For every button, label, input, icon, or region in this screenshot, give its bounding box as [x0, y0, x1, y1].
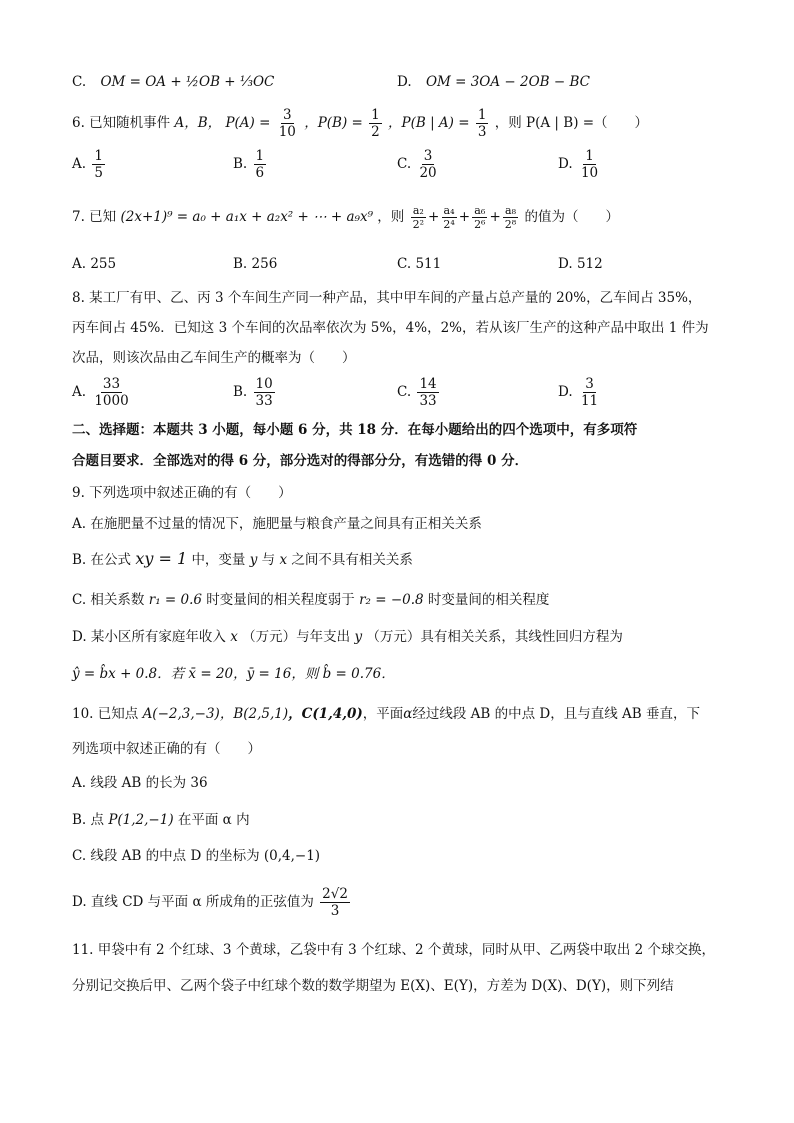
option-label: B.	[233, 256, 248, 272]
q9-option-b-text: B. 在公式	[72, 552, 132, 568]
option-label: B.	[233, 156, 248, 172]
q10-stem-text: 10. 已知点	[72, 706, 139, 722]
q9-option-b-text: 与	[261, 552, 276, 568]
q5-option-d-expr: OM = 3OA − 2OB − BC	[425, 74, 590, 90]
q7-term-4: $\frac{\text{a₈}}{\text{2⁸}}$	[504, 204, 517, 231]
q6-pba-fraction: $\frac{1}{3}$	[477, 107, 487, 140]
q6-option-b	[233, 148, 268, 181]
q10-option-b-text: 在平面 α 内	[177, 812, 250, 828]
q7-stem-mid: ，则	[377, 209, 405, 225]
option-label: A.	[72, 256, 87, 272]
q6-option-c-fraction: $\frac{3}{20}$	[419, 148, 437, 181]
option-label: C.	[72, 74, 87, 90]
q9-option-d	[72, 627, 623, 647]
q7-option-c	[397, 254, 441, 274]
option-label: C.	[397, 256, 412, 272]
q8-stem-line-1: 8. 某工厂有甲、乙、丙 3 个车间生产同一种产品，其中甲车间的产量占总产量的 20%，乙车间占 35%，	[72, 290, 702, 306]
q9-option-c	[72, 590, 549, 610]
q9-option-d-text: （万元）与年支出	[242, 629, 351, 645]
option-label: D.	[558, 156, 573, 172]
q7-stem-text: 7. 已知	[72, 209, 117, 225]
q5-option-c-expr: OM = OA + ½OB + ⅓OC	[100, 74, 275, 90]
q6-option-a	[72, 148, 107, 181]
q10-stem-line-1	[72, 704, 700, 724]
option-label: D.	[397, 74, 412, 90]
option-label: D.	[558, 256, 573, 272]
q9-option-b-var-x: x	[279, 552, 288, 568]
option-value: 511	[415, 256, 442, 272]
q10-stem-text: ，平面	[362, 706, 404, 722]
option-label: A.	[72, 384, 87, 400]
q11-stem-line-2: 分别记交换后甲、乙两个袋子中红球个数的数学期望为 E(X)、E(Y)，方差为 D(X)、D(Y)，则下列结	[72, 978, 674, 994]
q10-stem-line-2: 列选项中叙述正确的有（ ）	[72, 741, 261, 757]
q8-option-c	[397, 376, 441, 409]
option-label: C.	[397, 384, 412, 400]
q7-option-b	[233, 254, 277, 274]
q6-pba-label: ，P(B | A) =	[388, 115, 470, 131]
q8-option-b-fraction: $\frac{10}{33}$	[255, 376, 273, 409]
q10-point-a: A(−2,3,−3)	[142, 706, 220, 722]
q9-option-c-text: 时变量间的相关程度弱于	[206, 592, 355, 608]
section-2-heading-line-2: 合题目要求．全部选对的得 6 分，部分选对的得部分分，有选错的得 0 分．	[72, 453, 529, 469]
q8-option-a-fraction: $\frac{33}{1000}$	[94, 376, 129, 409]
q9-option-b-text: 中，变量	[191, 552, 246, 568]
option-label: D.	[558, 384, 573, 400]
q9-option-c-r2: r₂ = −0.8	[359, 592, 424, 608]
q9-option-d-var-x: x	[230, 629, 238, 645]
q9-option-d-text: D. 某小区所有家庭年收入	[72, 629, 226, 645]
q9-option-d-var-y: y	[354, 629, 363, 645]
q6-option-d	[558, 148, 602, 181]
q6-pa-label: P(A) =	[225, 115, 271, 131]
q7-term-1: $\frac{\text{a₂}}{\text{2²}}$	[412, 204, 425, 231]
q8-option-b	[233, 376, 277, 409]
q6-pb-fraction: $\frac{1}{2}$	[371, 107, 380, 140]
q6-option-b-fraction: $\frac{1}{6}$	[255, 148, 265, 181]
q6-option-d-fraction: $\frac{1}{10}$	[580, 148, 599, 181]
q6-stem	[72, 106, 648, 140]
q9-option-b-var-y: y	[249, 552, 258, 568]
q10-option-d	[72, 882, 352, 922]
q10-option-c: C. 线段 AB 的中点 D 的坐标为 (0,4,−1)	[72, 848, 321, 864]
q10-point-b: ，B(2,5,1)	[219, 706, 289, 722]
option-value: 256	[251, 256, 278, 272]
q8-stem-line-3: 次品，则该次品由乙车间生产的概率为（ ）	[72, 350, 356, 366]
q9-option-a: A. 在施肥量不过量的情况下，施肥量与粮食产量之间具有正相关关系	[72, 516, 482, 532]
option-label: C.	[397, 156, 412, 172]
q10-option-d-fraction: $\frac{2√2}{3}$	[322, 886, 348, 919]
q8-option-d-fraction: $\frac{3}{11}$	[580, 376, 599, 409]
q10-plane-alpha: α	[403, 706, 413, 722]
q9-option-b-text: 之间不具有相关关系	[291, 552, 413, 568]
q7-expansion: (2x+1)⁹ = a₀ + a₁x + a₂x² + ⋯ + a₉x⁹	[120, 209, 373, 225]
q7-option-d	[558, 254, 603, 274]
q10-option-d-text: D. 直线 CD 与平面 α 所成角的正弦值为	[72, 894, 314, 910]
q10-option-b	[72, 810, 250, 830]
q8-option-d	[558, 376, 602, 409]
q10-option-b-point: P(1,2,−1)	[108, 812, 174, 828]
q5-option-c	[72, 72, 274, 92]
q9-option-c-text: 时变量间的相关程度	[427, 592, 550, 608]
q5-option-d	[397, 72, 590, 92]
q9-option-d-equation: ŷ = b̂x + 0.8．若 x̄ = 20，ȳ = 16，则 b̂ = 0.76．	[72, 666, 395, 682]
q9-option-d-text: （万元）具有相关关系，其线性回归方程为	[366, 629, 623, 645]
q8-option-a	[72, 376, 133, 409]
q9-option-b-formula: xy = 1	[135, 549, 188, 568]
option-label: A.	[72, 156, 87, 172]
q6-option-a-fraction: $\frac{1}{5}$	[94, 148, 103, 181]
section-2-heading-line-1: 二、选择题：本题共 3 小题，每小题 6 分，共 18 分．在每小题给出的四个选项中，有多项符	[72, 422, 638, 438]
q9-option-c-r1: r₁ = 0.6	[148, 592, 202, 608]
q10-point-c: ，C(1,4,0)	[288, 706, 363, 722]
q8-option-c-fraction: $\frac{14}{33}$	[419, 376, 437, 409]
q6-pb-label: ，P(B) =	[304, 115, 363, 131]
q9-option-c-text: C. 相关系数	[72, 592, 145, 608]
q10-option-a: A. 线段 AB 的长为 36	[72, 775, 208, 791]
q11-stem-line-1: 11. 甲袋中有 2 个红球、3 个黄球，乙袋中有 3 个红球、2 个黄球，同时从甲、乙两袋中取出 2 个球交换，	[72, 942, 716, 958]
q9-stem: 9. 下列选项中叙述正确的有（ ）	[72, 485, 292, 501]
q7-option-a	[72, 254, 116, 274]
q6-ask: ，则 P(A | B) =（ ）	[494, 115, 649, 131]
q10-option-b-text: B. 点	[72, 812, 105, 828]
q7-stem-suffix: 的值为（ ）	[524, 209, 620, 225]
option-value: 255	[90, 256, 117, 272]
q6-option-c	[397, 148, 441, 181]
q9-option-b	[72, 549, 413, 570]
q7-term-2: $\frac{\text{a₄}}{\text{2⁴}}$	[443, 204, 455, 231]
q6-stem-text: 6. 已知随机事件	[72, 115, 171, 131]
q6-events: A，B，	[174, 115, 222, 131]
q8-stem-line-2: 丙车间占 45%．已知这 3 个车间的次品率依次为 5%，4%，2%，若从该厂生产的这种产品中取出 1 件为	[72, 320, 709, 336]
option-value: 512	[576, 256, 603, 272]
q10-stem-text: 经过线段 AB 的中点 D，且与直线 AB 垂直，下	[412, 706, 700, 722]
q6-pa-fraction: $\frac{3}{10}$	[278, 107, 296, 140]
q7-stem: 7. 已知 (2x+1)⁹ = a₀ + a₁x + a₂x² + ⋯ + a₉x⁹ ，则 $\frac{\text{a₂}}{\text{2²}}$ + $\frac{\text{a₄}}{\text{2⁴}}$ + $\frac{\text{a₆}}{\text{2⁶}}$ + $\frac{\text{a₈}}{\text{2⁸}}$ 的值为（ ）	[72, 204, 620, 231]
q7-term-3: $\frac{\text{a₆}}{\text{2⁶}}$	[474, 204, 486, 231]
option-label: B.	[233, 384, 248, 400]
